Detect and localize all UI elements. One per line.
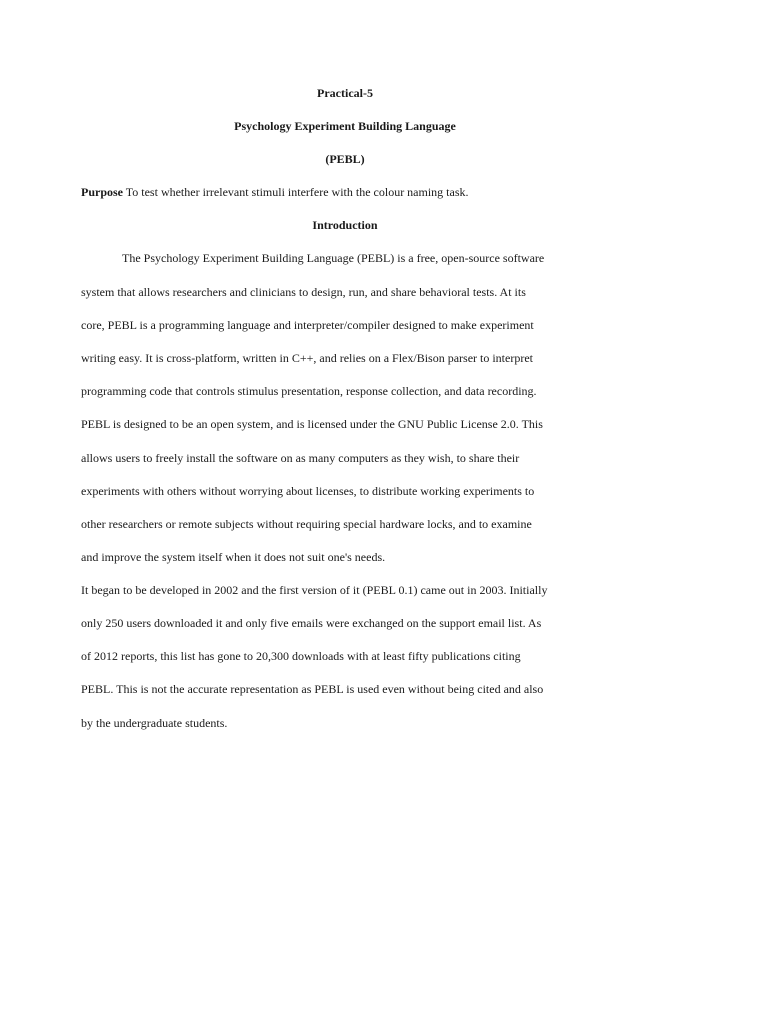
- paragraph1-line: programming code that controls stimulus presentation, response collection, and data recording.: [81, 384, 537, 398]
- paragraph2-line: only 250 users downloaded it and only five emails were exchanged on the support email list. As: [81, 616, 542, 630]
- paragraph1-line: system that allows researchers and clinicians to design, run, and share behavioral tests. At its: [81, 285, 526, 299]
- document-abbreviation: (PEBL): [325, 152, 365, 166]
- document-title: Practical-5: [317, 86, 373, 100]
- paragraph1-line: other researchers or remote subjects without requiring special hardware locks, and to examine: [81, 517, 532, 531]
- paragraph1-line: and improve the system itself when it does not suit one's needs.: [81, 550, 386, 564]
- paragraph2-line: PEBL. This is not the accurate representation as PEBL is used even without being cited and also: [81, 682, 544, 696]
- paragraph1-line: experiments with others without worrying about licenses, to distribute working experiments to: [81, 484, 535, 498]
- purpose-label: Purpose: [81, 185, 123, 199]
- paragraph2-line: It began to be developed in 2002 and the first version of it (PEBL 0.1) came out in 2003. Initially: [81, 583, 548, 597]
- paragraph2-line: by the undergraduate students.: [81, 716, 228, 730]
- paragraph1-line: allows users to freely install the software on as many computers as they wish, to share their: [81, 451, 520, 465]
- paragraph1-line: core, PEBL is a programming language and interpreter/compiler designed to make experiment: [81, 318, 534, 332]
- purpose-text: To test whether irrelevant stimuli interfere with the colour naming task.: [123, 185, 469, 199]
- purpose-line: [81, 185, 469, 199]
- document-subtitle: Psychology Experiment Building Language: [234, 119, 456, 133]
- introduction-heading: Introduction: [312, 218, 378, 232]
- paragraph1-line: writing easy. It is cross-platform, written in C++, and relies on a Flex/Bison parser to interpret: [81, 351, 533, 365]
- paragraph2-line: of 2012 reports, this list has gone to 20,300 downloads with at least fifty publications citing: [81, 649, 521, 663]
- paragraph1-line: PEBL is designed to be an open system, and is licensed under the GNU Public License 2.0. This: [81, 417, 543, 431]
- paragraph1-line: The Psychology Experiment Building Language (PEBL) is a free, open-source software: [122, 251, 545, 265]
